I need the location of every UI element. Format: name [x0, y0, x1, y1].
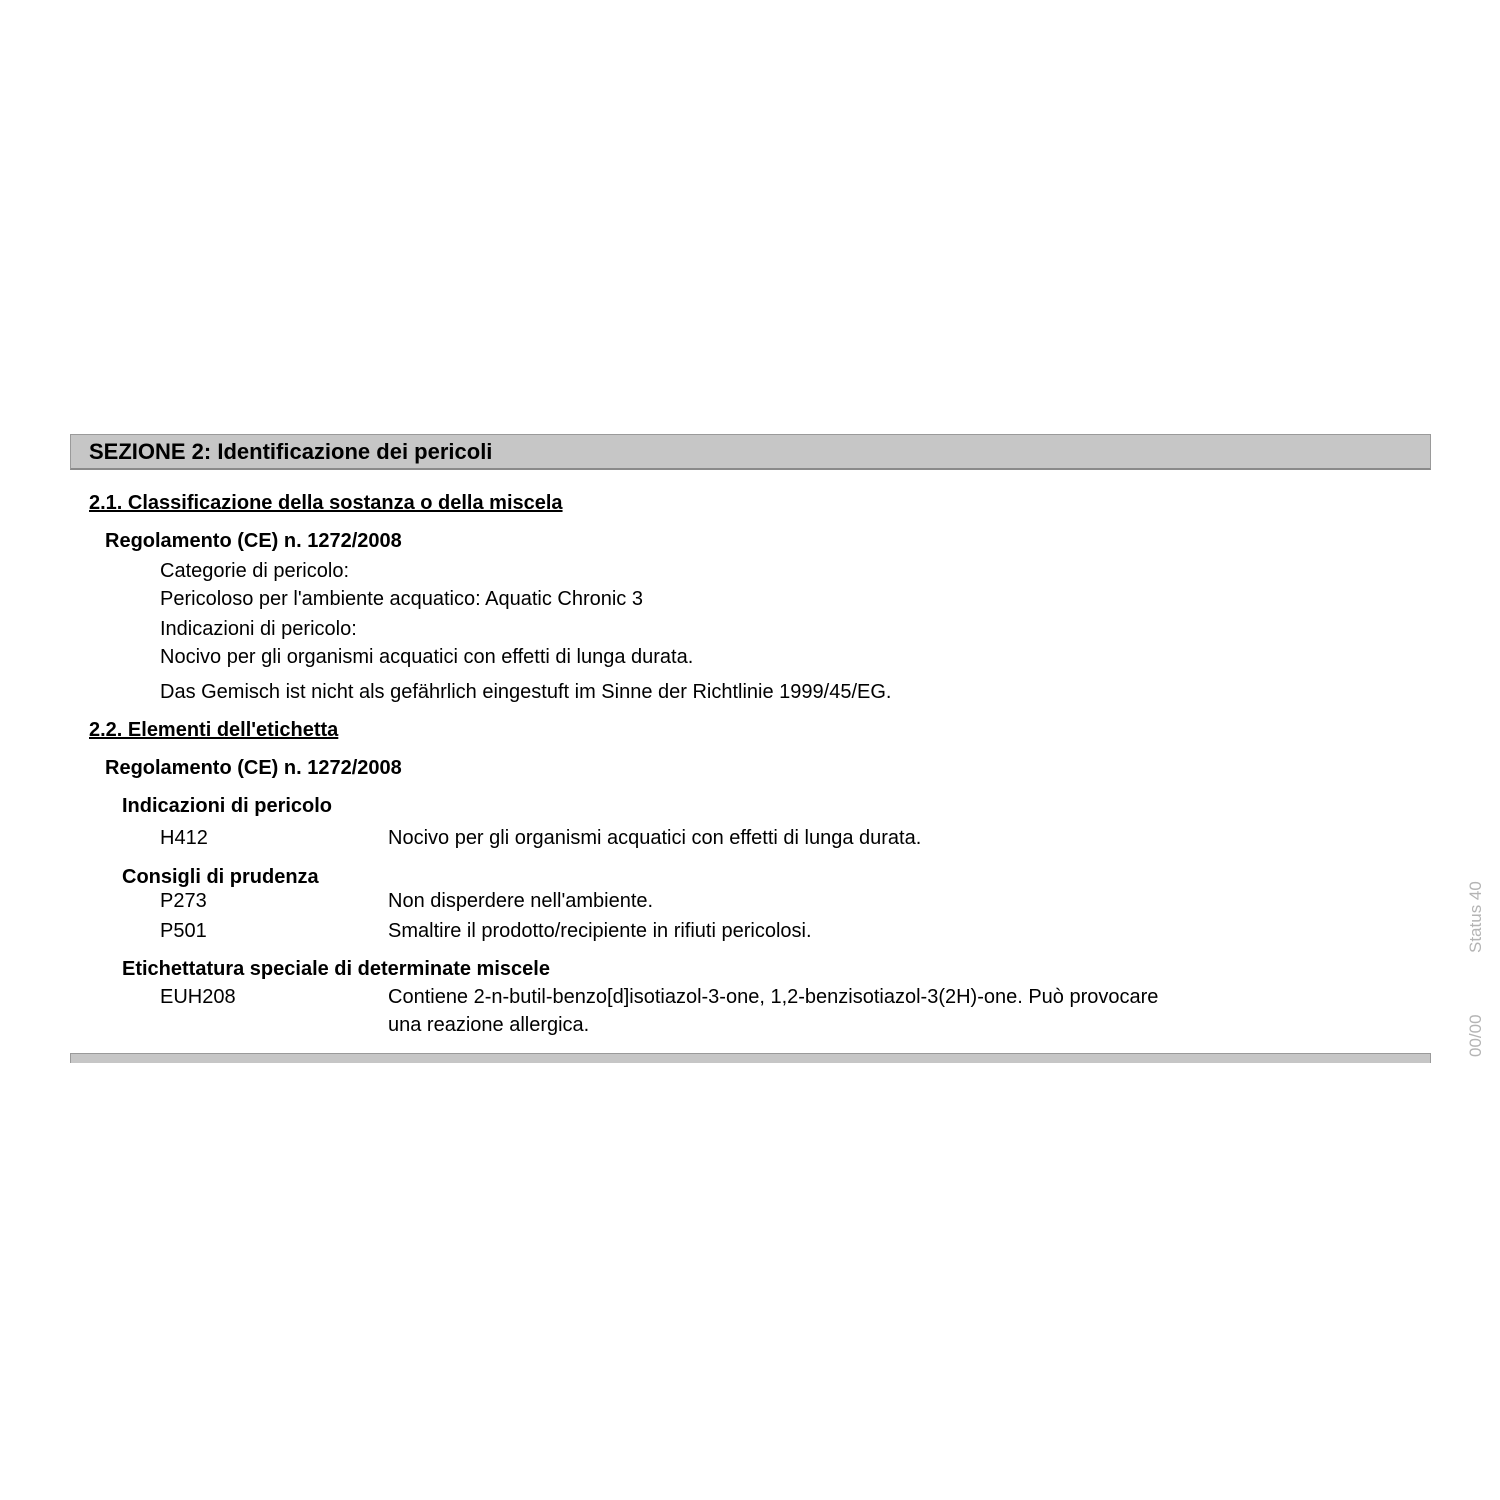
section-title: SEZIONE 2: Identificazione dei pericoli	[89, 439, 493, 464]
special-code-euh208: EUH208	[160, 986, 236, 1008]
special-labelling-heading: Etichettatura speciale di determinate miscele	[122, 958, 550, 980]
hazard-code-h412: H412	[160, 827, 208, 849]
section-2-2-heading: 2.2. Elementi dell'etichetta	[89, 719, 339, 741]
special-text-euh208-line1: Contiene 2-n-butil-benzo[d]isotiazol-3-one, 1,2-benzisotiazol-3(2H)-one. Può provocare	[388, 986, 1159, 1008]
hazard-category-value: Pericoloso per l'ambiente acquatico: Aquatic Chronic 3	[160, 588, 643, 610]
section-header-bar	[70, 434, 1431, 470]
precaution-text-p501: Smaltire il prodotto/recipiente in rifiuti pericolosi.	[388, 920, 812, 942]
special-text-euh208-line2: una reazione allergica.	[388, 1014, 590, 1036]
precaution-text-p273: Non disperdere nell'ambiente.	[388, 890, 654, 912]
section-2-2-regulation: Regolamento (CE) n. 1272/2008	[105, 757, 402, 779]
hazard-text-h412: Nocivo per gli organismi acquatici con effetti di lunga durata.	[388, 827, 922, 849]
hazard-statements-heading: Indicazioni di pericolo	[122, 795, 333, 817]
status-side-label: Status 40	[1466, 881, 1485, 953]
hazard-categories-label: Categorie di pericolo:	[160, 560, 349, 582]
hazard-statement-value: Nocivo per gli organismi acquatici con effetti di lunga durata.	[160, 646, 694, 668]
directive-note: Das Gemisch ist nicht als gefährlich eingestuft im Sinne der Richtlinie 1999/45/EG.	[160, 681, 892, 703]
precaution-code-p501: P501	[160, 920, 207, 942]
precautionary-statements-heading: Consigli di prudenza	[122, 866, 319, 888]
hazard-statements-label: Indicazioni di pericolo:	[160, 618, 357, 640]
section-2-1-heading: 2.1. Classificazione della sostanza o della miscela	[89, 492, 563, 514]
next-section-bar	[70, 1053, 1431, 1063]
section-2-1-regulation: Regolamento (CE) n. 1272/2008	[105, 530, 402, 552]
version-side-label: 00/00	[1466, 1014, 1485, 1057]
precaution-code-p273: P273	[160, 890, 207, 912]
